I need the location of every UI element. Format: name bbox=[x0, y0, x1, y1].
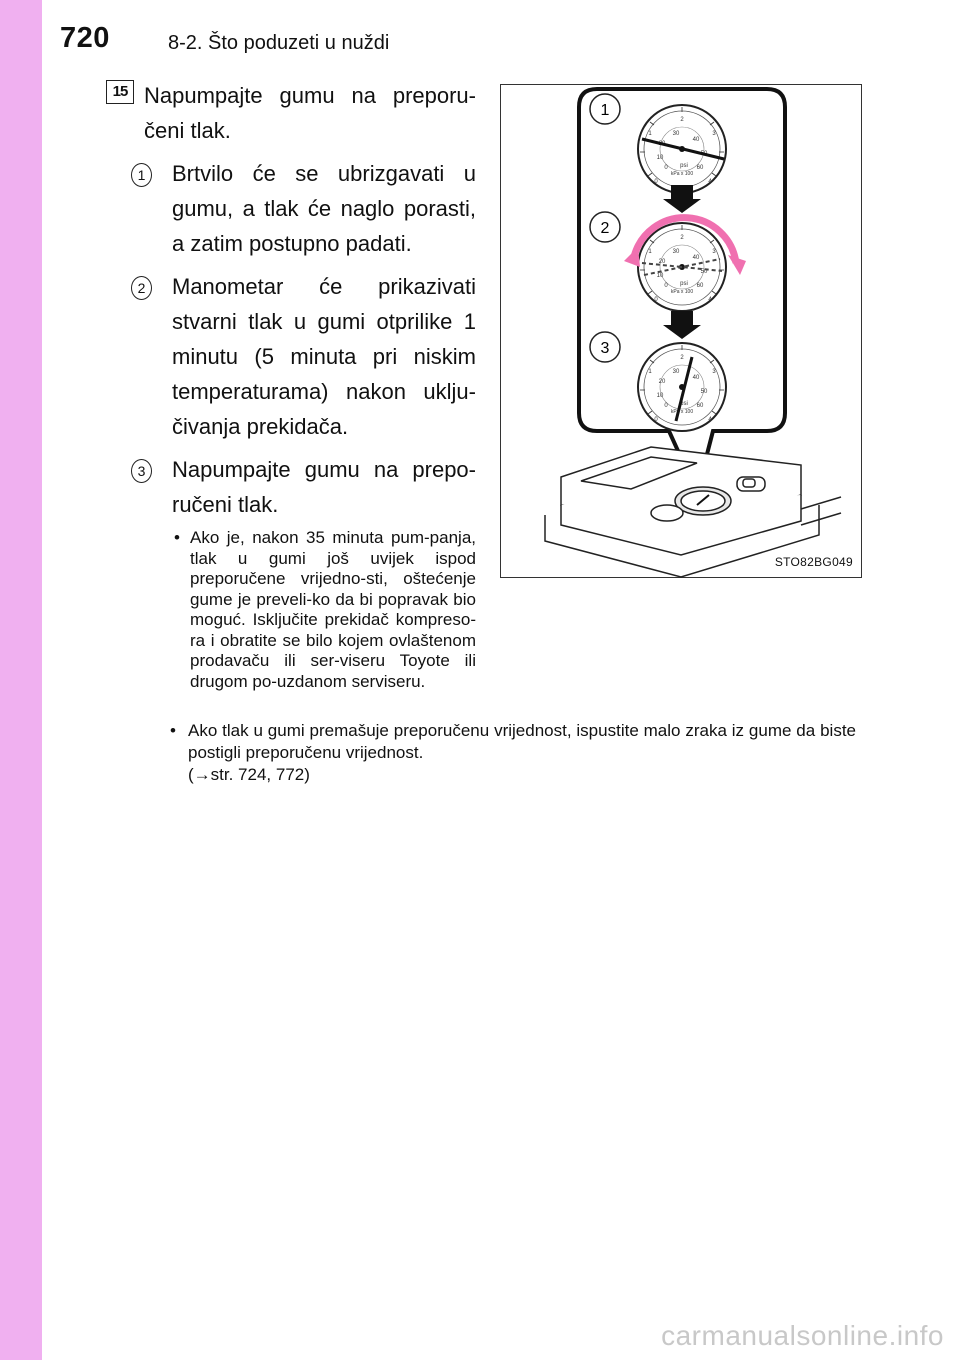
illustration-code: STO82BG049 bbox=[774, 555, 853, 569]
page-reference: (→str. 724, 772) bbox=[188, 765, 310, 784]
step-text: Napumpajte gumu na preporu-čeni tlak. bbox=[144, 83, 476, 143]
compressor-drawing: 0 10 20 30 40 50 60 psi kPa x 100 0 1 2 3 4 1 2 3 bbox=[501, 85, 861, 577]
chapter-title: 8-2. Što poduzeti u nuždi bbox=[168, 32, 390, 54]
page-number: 720 bbox=[60, 22, 110, 54]
instruction-column bbox=[137, 78, 476, 692]
step-number-badge: 15 bbox=[106, 80, 134, 104]
substep-1 bbox=[137, 156, 476, 261]
watermark: carmanualsonline.info bbox=[661, 1320, 944, 1351]
note-text: Ako tlak u gumi premašuje preporučenu vrijednost, ispustite malo zraka iz gume da biste postigli preporučenu vrijednost. bbox=[188, 721, 856, 762]
bullet-dot: • bbox=[170, 721, 176, 740]
callout-1 bbox=[590, 94, 620, 124]
callout-number: 1 bbox=[600, 102, 610, 119]
substep-number-badge: 3 bbox=[131, 459, 152, 483]
chapter-side-strip bbox=[0, 0, 42, 1360]
substep-text: Napumpajte gumu na prepo-ručeni tlak. bbox=[172, 457, 476, 517]
callout-3 bbox=[590, 332, 620, 362]
substep-number-badge: 2 bbox=[131, 276, 152, 300]
gauge-1 bbox=[638, 105, 726, 193]
note-bullet bbox=[172, 528, 476, 692]
bullet-dot: • bbox=[174, 528, 180, 547]
substep-number-badge: 1 bbox=[131, 163, 152, 187]
substep-2 bbox=[137, 269, 476, 444]
gauge-3 bbox=[638, 343, 726, 431]
substep-text: Brtvilo će se ubrizgavati u gumu, a tlak će naglo porasti, a zatim postupno padati. bbox=[172, 161, 476, 256]
substep-text: Manometar će prikazivati stvarni tlak u gumi otprilike 1 minutu (5 minuta pri niskim temperaturama) nakon uklju-čivanja prekidača. bbox=[172, 274, 476, 439]
compressor-illustration bbox=[467, 53, 862, 578]
note-text: Ako je, nakon 35 minuta pum-panja, tlak u gumi još uvijek ispod preporučene vrijedno-sti, oštećenje gume je preveli-ko da bi popravak bio moguć. Isključite prekidač kompreso-ra i obratite se bilo kojem ovlaštenom prodavaču ili ser-viseru Toyote ili drugom po-uzdanom serviseru. bbox=[190, 528, 476, 691]
note-bullet-wide bbox=[170, 720, 856, 786]
callout-number: 2 bbox=[600, 220, 610, 237]
substep-3 bbox=[137, 452, 476, 692]
callout-2 bbox=[590, 212, 620, 242]
callout-number: 3 bbox=[600, 340, 610, 357]
